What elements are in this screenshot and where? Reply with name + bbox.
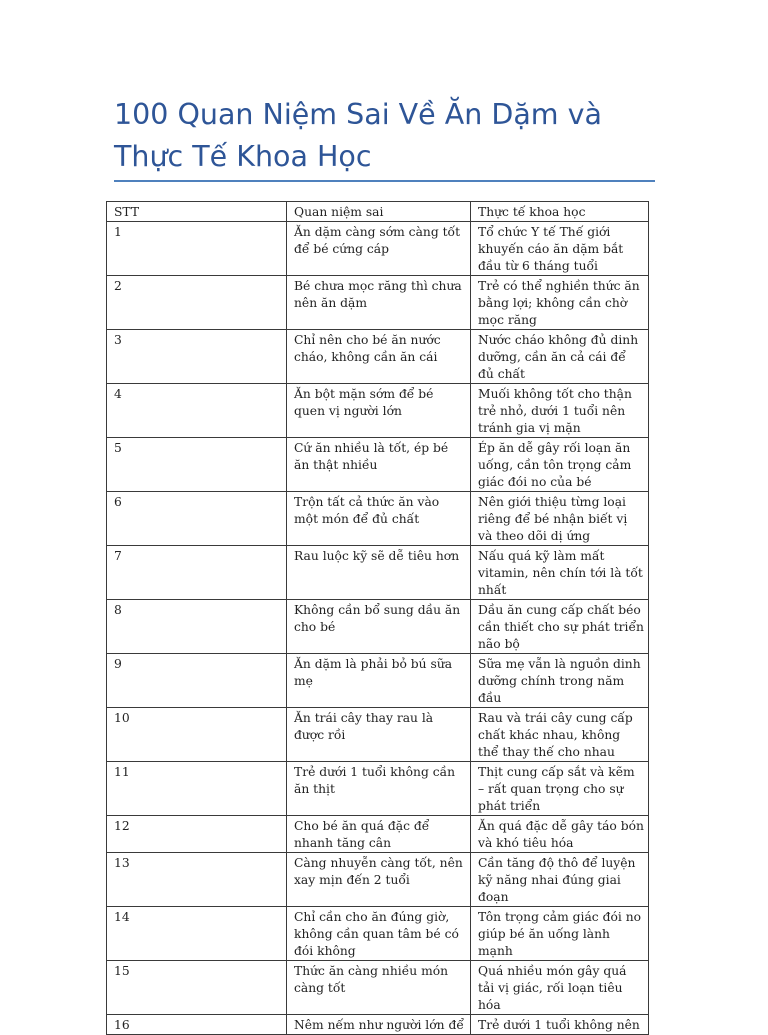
myth-cell: Chỉ cần cho ăn đúng giờ, không cần quan tâm bé có đói không [287,907,471,961]
table-row [107,222,649,276]
myth-cell: Trộn tất cả thức ăn vào một món để đủ chất [287,492,471,546]
table-row [107,654,649,708]
stt-cell: 9 [107,654,287,708]
table-row [107,816,649,853]
myth-cell: Cứ ăn nhiều là tốt, ép bé ăn thật nhiều [287,438,471,492]
myth-cell: Càng nhuyễn càng tốt, nên xay mịn đến 2 tuổi [287,853,471,907]
stt-cell: 2 [107,276,287,330]
fact-cell: Trẻ có thể nghiền thức ăn bằng lợi; không cần chờ mọc răng [471,276,649,330]
table-row [107,762,649,816]
stt-cell: 10 [107,708,287,762]
fact-cell: Rau và trái cây cung cấp chất khác nhau, không thể thay thế cho nhau [471,708,649,762]
fact-cell: Quá nhiều món gây quá tải vị giác, rối loạn tiêu hóa [471,961,649,1015]
table-row [107,330,649,384]
fact-cell: Ép ăn dễ gây rối loạn ăn uống, cần tôn trọng cảm giác đói no của bé [471,438,649,492]
myth-cell: Rau luộc kỹ sẽ dễ tiêu hơn [287,546,471,600]
myth-cell: Ăn bột mặn sớm để bé quen vị người lớn [287,384,471,438]
fact-cell: Tôn trọng cảm giác đói no giúp bé ăn uống lành mạnh [471,907,649,961]
fact-cell: Ăn quá đặc dễ gây táo bón và khó tiêu hóa [471,816,649,853]
table-header-row [107,202,649,222]
table-row [107,384,649,438]
stt-cell: 1 [107,222,287,276]
fact-cell: Tổ chức Y tế Thế giới khuyến cáo ăn dặm bắt đầu từ 6 tháng tuổi [471,222,649,276]
table-row [107,492,649,546]
stt-cell: 7 [107,546,287,600]
myth-cell: Cho bé ăn quá đặc để nhanh tăng cân [287,816,471,853]
stt-cell: 12 [107,816,287,853]
title-underline [114,180,655,182]
header-cell-myth: Quan niệm sai [287,202,471,222]
stt-cell: 3 [107,330,287,384]
fact-cell: Cần tăng độ thô để luyện kỹ năng nhai đúng giai đoạn [471,853,649,907]
myth-cell: Trẻ dưới 1 tuổi không cần ăn thịt [287,762,471,816]
table-row [107,600,649,654]
header-cell-fact: Thực tế khoa học [471,202,649,222]
stt-cell: 6 [107,492,287,546]
table-row [107,708,649,762]
myths-table [106,201,649,1035]
fact-cell: Thịt cung cấp sắt và kẽm – rất quan trọng cho sự phát triển [471,762,649,816]
stt-cell: 5 [107,438,287,492]
document-title: 100 Quan Niệm Sai Về Ăn Dặm và Thực Tế Khoa Học [114,98,602,173]
table-row [107,438,649,492]
myth-cell: Chỉ nên cho bé ăn nước cháo, không cần ăn cái [287,330,471,384]
myth-cell: Thức ăn càng nhiều món càng tốt [287,961,471,1015]
myth-cell: Bé chưa mọc răng thì chưa nên ăn dặm [287,276,471,330]
stt-cell: 8 [107,600,287,654]
stt-cell: 14 [107,907,287,961]
table-row [107,907,649,961]
fact-cell: Dầu ăn cung cấp chất béo cần thiết cho sự phát triển não bộ [471,600,649,654]
table-row [107,961,649,1015]
myth-cell: Ăn dặm là phải bỏ bú sữa mẹ [287,654,471,708]
myth-cell: Ăn dặm càng sớm càng tốt để bé cứng cáp [287,222,471,276]
fact-cell: Nấu quá kỹ làm mất vitamin, nên chín tới là tốt nhất [471,546,649,600]
table-row [107,546,649,600]
stt-cell: 13 [107,853,287,907]
myth-cell: Ăn trái cây thay rau là được rồi [287,708,471,762]
stt-cell: 11 [107,762,287,816]
table-row [107,1015,649,1035]
myth-cell: Nêm nếm như người lớn để [287,1015,471,1035]
stt-cell: 15 [107,961,287,1015]
stt-cell: 16 [107,1015,287,1035]
fact-cell: Muối không tốt cho thận trẻ nhỏ, dưới 1 tuổi nên tránh gia vị mặn [471,384,649,438]
fact-cell: Sữa mẹ vẫn là nguồn dinh dưỡng chính trong năm đầu [471,654,649,708]
fact-cell: Trẻ dưới 1 tuổi không nên [471,1015,649,1035]
myth-cell: Không cần bổ sung dầu ăn cho bé [287,600,471,654]
stt-cell: 4 [107,384,287,438]
table-row [107,853,649,907]
fact-cell: Nên giới thiệu từng loại riêng để bé nhận biết vị và theo dõi dị ứng [471,492,649,546]
header-cell-stt: STT [107,202,287,222]
fact-cell: Nước cháo không đủ dinh dưỡng, cần ăn cả cái để đủ chất [471,330,649,384]
table-row [107,276,649,330]
